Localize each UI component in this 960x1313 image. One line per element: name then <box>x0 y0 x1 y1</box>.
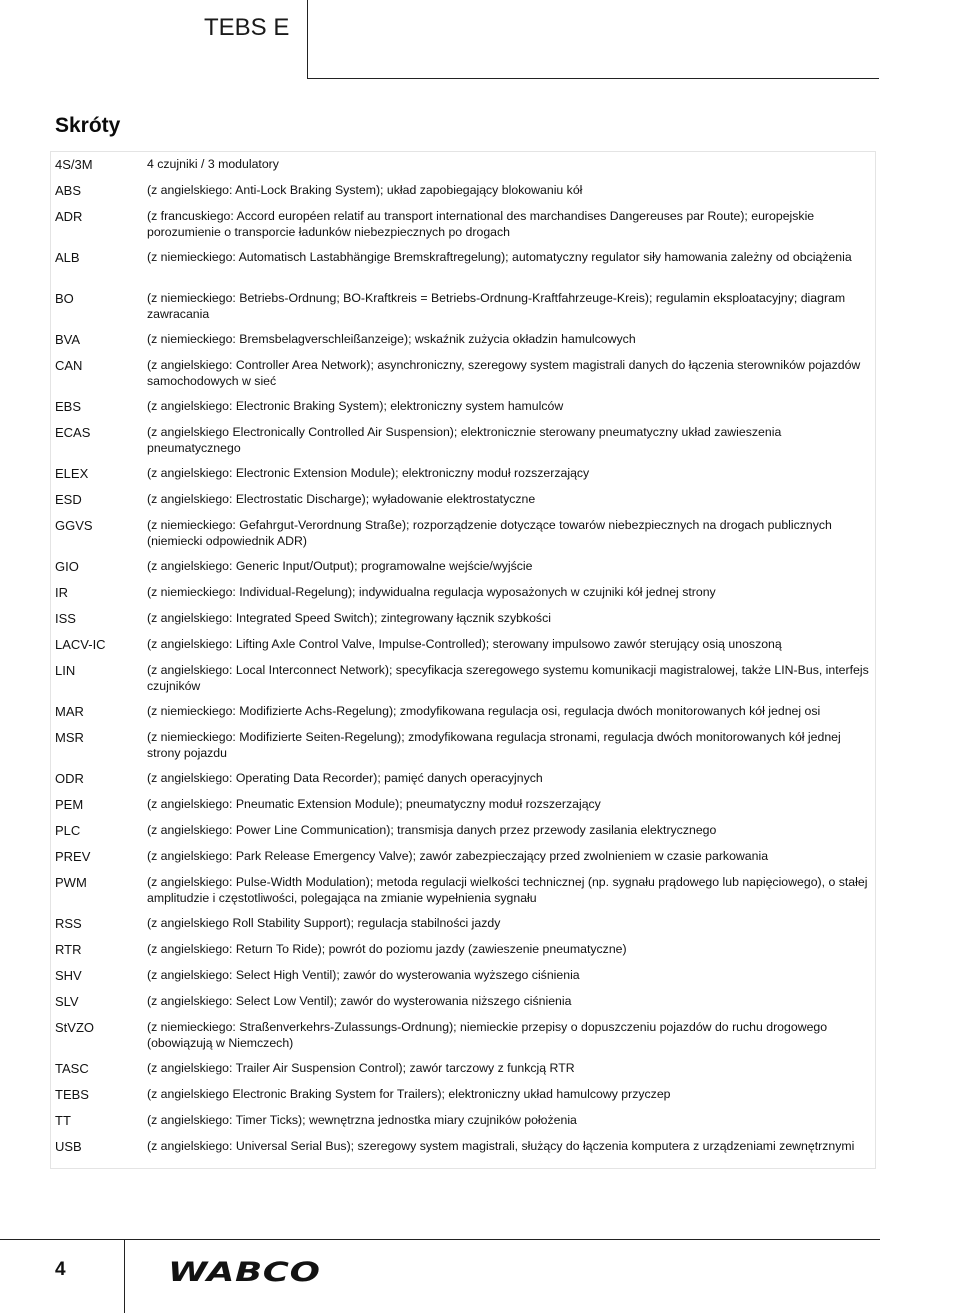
abbreviation-description: (z angielskiego: Generic Input/Output); programowalne wejście/wyjście <box>147 559 533 573</box>
abbreviation-term: PEM <box>55 797 84 812</box>
abbreviation-description: (z angielskiego: Pneumatic Extension Module); pneumatyczny moduł rozszerzający <box>147 797 601 811</box>
abbreviation-term: IR <box>55 585 68 600</box>
abbreviation-description: (z niemieckiego: Betriebs-Ordnung; BO-Kraftkreis = Betriebs-Ordnung-Kraftfahrzeuge-Kreis); regulamin eksploatacyjny; diagram zawracania <box>147 291 846 321</box>
abbreviation-description: (z angielskiego: Local Interconnect Network); specyfikacja szeregowego systemu komunikacji magistralowej, także LIN-Bus, interfejs czujników <box>147 663 869 693</box>
abbreviation-description: (z niemieckiego: Gefahrgut-Verordnung Straße); rozporządzenie dotyczące towarów niebezpiecznych na drogach publicznych (niemiecki odpowiednik ADR) <box>147 518 832 548</box>
abbreviation-description: 4 czujniki / 3 modulatory <box>147 157 279 171</box>
header-divider-vertical <box>307 0 308 78</box>
abbreviation-term: USB <box>55 1139 82 1154</box>
abbreviation-description: (z angielskiego: Controller Area Network); asynchroniczny, szeregowy system magistrali danych do łączenia sterowników pojazdów samochodowych w sieć <box>147 358 861 388</box>
abbreviation-description: (z francuskiego: Accord européen relatif au transport international des marchandises Dangereuses par Route); europejskie porozumienie o transporcie ładunków niebezpiecznych po drogach <box>147 209 815 239</box>
abbreviation-description: (z niemieckiego: Bremsbelagverschleißanzeige); wskaźnik zużycia okładzin hamulcowych <box>147 332 636 346</box>
abbreviation-description: (z angielskiego: Select High Ventil); zawór do wysterowania wyższego ciśnienia <box>147 968 580 982</box>
abbreviation-term: ELEX <box>55 466 89 481</box>
abbreviation-term: LACV-IC <box>55 637 106 652</box>
abbreviation-term: StVZO <box>55 1020 95 1035</box>
abbreviation-term: ALB <box>55 250 80 265</box>
abbreviation-term: BO <box>55 291 74 306</box>
abbreviations-table <box>50 151 876 1169</box>
abbreviation-description: (z niemieckiego: Straßenverkehrs-Zulassungs-Ordnung); niemieckie przepisy o dopuszczeniu pojazdów do ruchu drogowego (obowiązują w Niemczech) <box>147 1020 828 1050</box>
abbreviation-description: (z angielskiego: Park Release Emergency Valve); zawór zabezpieczający przed zwolnieniem w czasie parkowania <box>147 849 769 863</box>
abbreviation-term: 4S/3M <box>55 157 93 172</box>
abbreviation-term: ISS <box>55 611 76 626</box>
abbreviation-description: (z angielskiego Electronic Braking System for Trailers); elektroniczny układ hamulcowy przyczep <box>147 1087 671 1101</box>
abbreviation-description: (z angielskiego: Pulse-Width Modulation); metoda regulacji wielkości technicznej (np. sygnału prądowego lub napięciowego), o stałej amplitudzie i częstotliwości, polegająca na zmianie wypełnienia sygnału <box>147 875 868 905</box>
abbreviation-description: (z angielskiego: Electronic Extension Module); elektroniczny moduł rozszerzający <box>147 466 590 480</box>
abbreviation-description: (z angielskiego: Lifting Axle Control Valve, Impulse-Controlled); sterowany impulsowo zawór sterujący osią unoszoną <box>147 637 782 651</box>
header-divider-horizontal <box>307 78 879 79</box>
page-number: 4 <box>55 1259 66 1280</box>
abbreviation-description: (z angielskiego Roll Stability Support); regulacja stabilności jazdy <box>147 916 501 930</box>
abbreviation-description: (z angielskiego: Universal Serial Bus); szeregowy system magistrali, służący do łączenia komputera z urządzeniami zewnętrznymi <box>147 1139 855 1153</box>
abbreviation-term: PREV <box>55 849 91 864</box>
abbreviation-description: (z angielskiego: Operating Data Recorder); pamięć danych operacyjnych <box>147 771 543 785</box>
abbreviation-description: (z niemieckiego: Automatisch Lastabhängige Bremskraftregelung); automatyczny regulator siły hamowania zależny od obciążenia <box>147 250 852 264</box>
abbreviation-term: ESD <box>55 492 82 507</box>
abbreviation-term: PWM <box>55 875 87 890</box>
abbreviation-term: SHV <box>55 968 82 983</box>
abbreviation-term: ABS <box>55 183 82 198</box>
abbreviation-term: ADR <box>55 209 83 224</box>
abbreviation-term: TEBS <box>55 1087 89 1102</box>
abbreviation-term: MSR <box>55 730 84 745</box>
abbreviation-term: TASC <box>55 1061 89 1076</box>
wabco-logo: WABCO <box>168 1257 321 1288</box>
abbreviation-term: EBS <box>55 399 82 414</box>
abbreviation-term: TT <box>55 1113 71 1128</box>
abbreviation-description: (z angielskiego: Return To Ride); powrót do poziomu jazdy (zawieszenie pneumatyczne) <box>147 942 627 956</box>
abbreviation-description: (z angielskiego: Timer Ticks); wewnętrzna jednostka miary czujników położenia <box>147 1113 577 1127</box>
abbreviation-term: LIN <box>55 663 76 678</box>
abbreviation-description: (z angielskiego: Anti-Lock Braking System); układ zapobiegający blokowaniu kół <box>147 183 583 197</box>
abbreviation-description: (z angielskiego: Power Line Communication); transmisja danych przez przewody zasilania elektrycznego <box>147 823 717 837</box>
abbreviation-term: RTR <box>55 942 82 957</box>
abbreviation-term: SLV <box>55 994 79 1009</box>
abbreviation-description: (z angielskiego: Trailer Air Suspension Control); zawór tarczowy z funkcją RTR <box>147 1061 575 1075</box>
section-title: Skróty <box>55 114 121 137</box>
abbreviation-term: GGVS <box>55 518 93 533</box>
header-title: TEBS E <box>204 14 290 41</box>
abbreviation-term: ODR <box>55 771 84 786</box>
abbreviation-term: BVA <box>55 332 81 347</box>
abbreviation-term: PLC <box>55 823 81 838</box>
abbreviation-description: (z angielskiego: Electronic Braking System); elektroniczny system hamulców <box>147 399 564 413</box>
abbreviation-term: GIO <box>55 559 79 574</box>
footer-divider-vertical <box>124 1239 125 1313</box>
abbreviation-description: (z niemieckiego: Individual-Regelung); indywidualna regulacja wyposażonych w czujniki kół jednej strony <box>147 585 716 599</box>
abbreviation-description: (z angielskiego: Electrostatic Discharge); wyładowanie elektrostatyczne <box>147 492 536 506</box>
abbreviation-term: CAN <box>55 358 83 373</box>
abbreviation-term: ECAS <box>55 425 91 440</box>
abbreviation-term: RSS <box>55 916 82 931</box>
footer-divider-horizontal <box>0 1239 880 1240</box>
abbreviation-description: (z niemieckiego: Modifizierte Achs-Regelung); zmodyfikowana regulacja osi, regulacja dwóch monitorowanych kół jednej osi <box>147 704 821 718</box>
abbreviation-description: (z angielskiego Electronically Controlled Air Suspension); elektronicznie sterowany pneumatyczny układ zawieszenia pneumatycznego <box>147 425 782 455</box>
abbreviation-term: MAR <box>55 704 84 719</box>
abbreviation-description: (z angielskiego: Select Low Ventil); zawór do wysterowania niższego ciśnienia <box>147 994 572 1008</box>
abbreviation-description: (z niemieckiego: Modifizierte Seiten-Regelung); zmodyfikowana regulacja stronami, regulacja dwóch monitorowanych kół jednej strony pojazdu <box>147 730 841 760</box>
abbreviation-description: (z angielskiego: Integrated Speed Switch); zintegrowany łącznik szybkości <box>147 611 551 625</box>
